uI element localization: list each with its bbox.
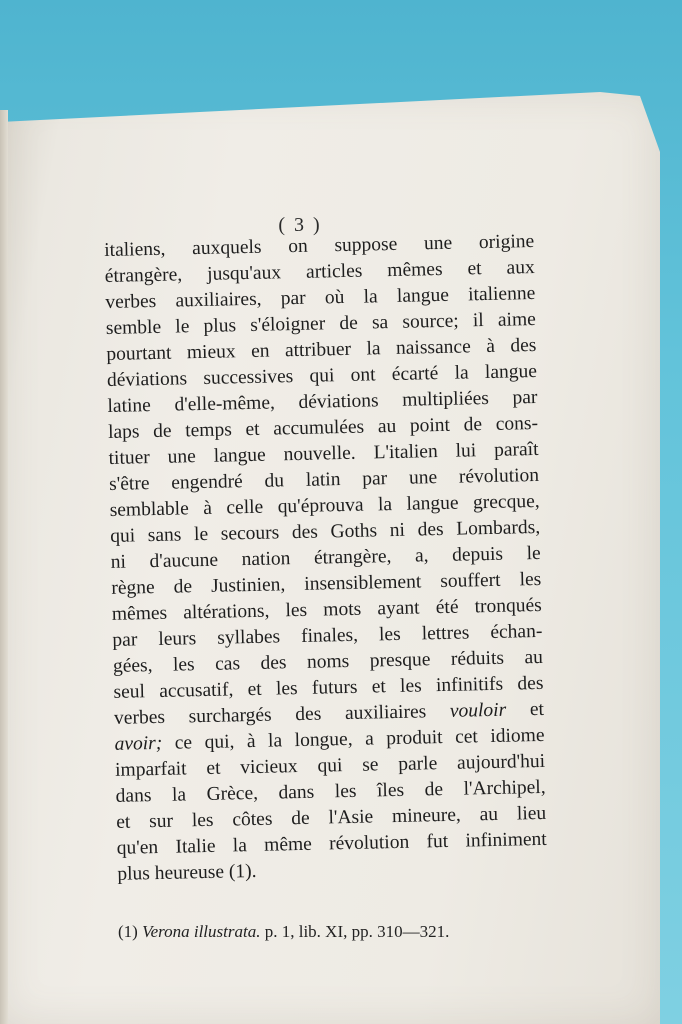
text-line: latine d'elle-même, déviations multipliées par	[107, 386, 538, 417]
text-line: pourtant mieux en attribuer la naissance à des	[106, 334, 537, 365]
text-line: déviations successives qui ont écarté la langue	[106, 360, 538, 391]
text-line: semblable à celle qu'éprouva la langue grecque,	[109, 490, 540, 521]
body-text	[104, 229, 548, 888]
text-line: étrangère, jusqu'aux articles mêmes et aux	[104, 256, 535, 287]
text-line: verbes auxiliaires, par où la langue italienne	[105, 282, 536, 313]
text-line: dans la Grèce, dans les îles de l'Archipel,	[115, 776, 546, 807]
show-through-text	[110, 856, 531, 923]
text-line: ni d'aucune nation étrangère, a, depuis le	[110, 542, 541, 573]
text-line: qu'en Italie la même révolution fut infiniment	[116, 828, 547, 859]
page-number: ( 3 )	[278, 214, 322, 236]
text-line: seul accusatif, et les futurs et les infinitifs des	[113, 672, 544, 703]
page-edge	[0, 110, 8, 1024]
footnote	[118, 922, 548, 942]
text-line: verbes surchargés des auxiliaires vouloir et	[113, 698, 545, 729]
text-line: qui sans le secours des Goths ni des Lombards,	[110, 516, 541, 547]
text-line: mêmes altérations, les mots ayant été tronqués	[111, 594, 543, 625]
footnote-reference: p. 1, lib. XI, pp. 310—321.	[264, 922, 450, 941]
text-line: règne de Justinien, insensiblement souffert les	[111, 568, 542, 599]
text-line: s'être engendré du latin par une révolution	[108, 464, 540, 495]
text-line: gées, les cas des noms presque réduits au	[112, 646, 544, 677]
text-line: imparfait et vicieux qui se parle aujourd'hui	[114, 750, 546, 781]
text-line: laps de temps et accumulées au point de cons-	[107, 412, 539, 443]
text-line: avoir; ce qui, à la longue, a produit cet idiome	[114, 724, 545, 755]
text-line: semble le plus s'éloigner de sa source; il aime	[105, 308, 537, 339]
text-line: par leurs syllabes finales, les lettres échan-	[112, 620, 543, 651]
text-line: plus heureuse (1).	[117, 860, 257, 885]
footnote-marker: (1)	[118, 922, 138, 941]
text-line: et sur les côtes de l'Asie mineure, au lieu	[116, 802, 547, 833]
footnote-title: Verona illustrata.	[142, 922, 261, 941]
text-line: italiens, auxquels on suppose une origine	[104, 230, 535, 261]
text-line: tituer une langue nouvelle. L'italien lui paraît	[108, 438, 539, 469]
